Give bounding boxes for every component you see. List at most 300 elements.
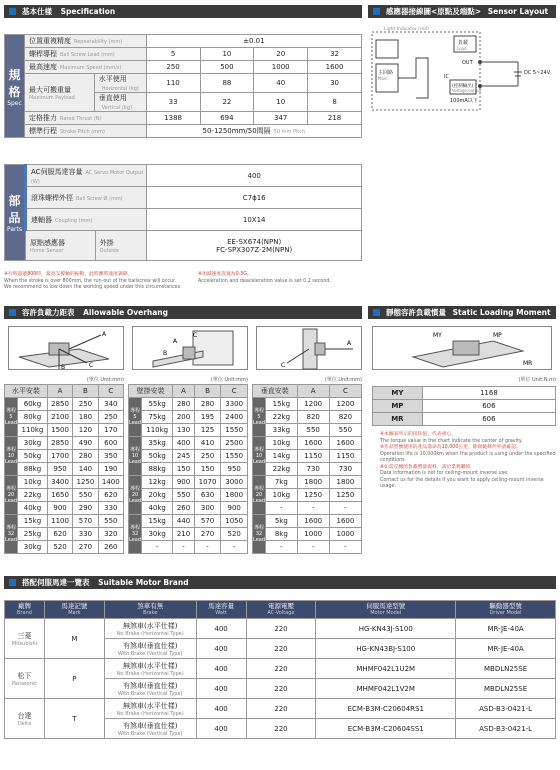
overhang-cell: 270 bbox=[73, 541, 98, 554]
overhang-cell: 1000 bbox=[329, 528, 361, 541]
overhang-row bbox=[5, 411, 124, 424]
vertical-unit: (單位 Unit:mm) bbox=[324, 377, 362, 383]
moment-value: 606 bbox=[422, 400, 555, 413]
motor-col-header bbox=[104, 601, 196, 619]
overhang-row bbox=[5, 515, 124, 528]
overhang-cell: 250 bbox=[98, 411, 123, 424]
watt-cell: 400 bbox=[196, 659, 246, 679]
sensor-value: EE-SX674(NPN) FC-SPX307Z-2M(NPN) bbox=[147, 231, 362, 261]
overhang-cell: 1070 bbox=[194, 476, 221, 489]
overhang-cell: 1800 bbox=[297, 476, 329, 489]
overhang-cell: 170 bbox=[98, 424, 123, 437]
brake-en: With Brake (Vertical Type) bbox=[117, 730, 183, 737]
svg-text:B: B bbox=[61, 364, 66, 371]
payload-cell: 25kg bbox=[18, 528, 48, 541]
motor-cell: MHMF042L1V2M bbox=[316, 679, 456, 699]
overhang-cell: 1600 bbox=[329, 437, 361, 450]
static-row bbox=[373, 413, 556, 426]
payload-cell: 88kg bbox=[18, 463, 48, 476]
lead-prefix: 導程 bbox=[130, 408, 141, 414]
brake-zh: 有煞車(垂直仕樣) bbox=[123, 641, 178, 650]
brake-zh: 無煞車(水平仕樣) bbox=[123, 661, 178, 670]
overhang-cell: 1600 bbox=[329, 515, 361, 528]
overhang-cell: 1200 bbox=[329, 398, 361, 411]
svg-text:C: C bbox=[281, 362, 286, 369]
overhang-cell: 1800 bbox=[329, 476, 361, 489]
overhang-row bbox=[253, 398, 362, 411]
lead-en: Lead bbox=[253, 420, 266, 426]
motor-col-header bbox=[196, 601, 246, 619]
overhang-cell: 1050 bbox=[221, 515, 248, 528]
payload-cell: 40kg bbox=[142, 502, 173, 515]
speed-value: 1600 bbox=[308, 61, 362, 74]
main-circuit-label-en: Main bbox=[378, 76, 388, 81]
overhang-row bbox=[129, 450, 248, 463]
svg-text:A: A bbox=[102, 331, 107, 338]
sensor-out-label: 外掛 Outside bbox=[95, 231, 147, 261]
payload-cell: 40kg bbox=[18, 502, 48, 515]
overhang-row bbox=[253, 528, 362, 541]
overhang-cell: - bbox=[194, 541, 221, 554]
mark-cell: P bbox=[44, 659, 104, 699]
overhang-row bbox=[129, 502, 248, 515]
horizontal-title: 水平安裝 bbox=[5, 385, 48, 398]
overhang-cell: 400 bbox=[173, 437, 194, 450]
overhang-cell: 950 bbox=[221, 463, 248, 476]
overhang-row bbox=[129, 437, 248, 450]
thrust-value: 694 bbox=[200, 112, 254, 125]
brake-zh: 有煞車(垂直仕樣) bbox=[123, 721, 178, 730]
overhang-row bbox=[5, 502, 124, 515]
overhang-cell: 520 bbox=[221, 528, 248, 541]
overhang-row bbox=[129, 398, 248, 411]
lead-prefix: 導程 bbox=[6, 447, 17, 453]
overhang-cell: 140 bbox=[73, 463, 98, 476]
lead-value: 10 bbox=[200, 48, 254, 61]
horizontal-mount-diagram bbox=[8, 326, 124, 370]
overhang-cell: 1000 bbox=[297, 528, 329, 541]
brand-name: 台達 bbox=[17, 711, 32, 720]
payload-cell: 15kg bbox=[18, 515, 48, 528]
payload-cell: 35kg bbox=[142, 437, 173, 450]
brand-name-en: Mitsubishi bbox=[11, 640, 38, 647]
overhang-cell: 195 bbox=[194, 411, 221, 424]
motor-cell: ECM-B3M-C20604SS1 bbox=[316, 719, 456, 739]
payload-h-value: 30 bbox=[308, 74, 362, 93]
watt-cell: 400 bbox=[196, 699, 246, 719]
lead-en: Lead bbox=[5, 498, 18, 504]
overhang-cell: 250 bbox=[194, 450, 221, 463]
lead-prefix: 導程 bbox=[6, 525, 17, 531]
coupling-label: 連軸器 Coupling (mm) bbox=[25, 209, 146, 231]
lead-group-label bbox=[253, 476, 266, 515]
lead-value: 10 bbox=[7, 453, 15, 459]
payload-cell: 110kg bbox=[142, 424, 173, 437]
static-row bbox=[373, 400, 556, 413]
payload-cell: 60kg bbox=[18, 398, 48, 411]
light-indicator-label: Light Indicator (red) bbox=[384, 27, 429, 32]
overhang-cell: 330 bbox=[73, 528, 98, 541]
payload-cell: 110kg bbox=[18, 424, 48, 437]
spec-notes-right: ※加減速度設置為0.3G。 Acceleration and deaceleration value is set 0.2 second. bbox=[198, 272, 331, 284]
overhang-cell: 330 bbox=[98, 502, 123, 515]
load-label: 負載 bbox=[458, 40, 469, 46]
overhang-cell: 550 bbox=[297, 424, 329, 437]
repeat-label: 位置重複精度 Repeatability (mm) bbox=[24, 35, 146, 48]
payload-h-value: 40 bbox=[254, 74, 308, 93]
screw-value: C7ϕ16 bbox=[147, 187, 362, 209]
watt-cell: 400 bbox=[196, 719, 246, 739]
overhang-row bbox=[5, 398, 124, 411]
header-zh: 驅動器型號 bbox=[489, 601, 522, 610]
motor-row bbox=[5, 699, 556, 719]
voltage-output-label: Voltage output bbox=[452, 88, 482, 93]
brand-name: 松下 bbox=[17, 671, 32, 680]
overhang-cell: 290 bbox=[73, 502, 98, 515]
header-zh: 廠牌 bbox=[17, 601, 31, 610]
overhang-cell: 1100 bbox=[47, 515, 72, 528]
overhang-cell: 1250 bbox=[73, 476, 98, 489]
lead-value: 32 bbox=[7, 531, 15, 537]
overhang-row bbox=[5, 476, 124, 489]
volt-cell: 220 bbox=[246, 659, 316, 679]
lead-group-label bbox=[5, 437, 18, 476]
lead-group-label bbox=[5, 476, 18, 515]
payload-cell: 30kg bbox=[18, 541, 48, 554]
mark-cell: M bbox=[44, 619, 104, 659]
thrust-value: 1388 bbox=[146, 112, 200, 125]
lead-en: Lead bbox=[5, 459, 18, 465]
motor-col-header bbox=[246, 601, 316, 619]
driver-cell: ASD-B3-0421-L bbox=[456, 719, 556, 739]
spec-section-header bbox=[4, 5, 362, 18]
payload-cell: 22kg bbox=[266, 411, 298, 424]
header-en: Brake bbox=[143, 609, 158, 616]
overhang-title-en: Allowable Overhang bbox=[83, 308, 169, 317]
overhang-cell: 490 bbox=[73, 437, 98, 450]
payload-cell: 20kg bbox=[142, 489, 173, 502]
overhang-cell: 2850 bbox=[47, 398, 72, 411]
brake-zh: 無煞車(水平仕樣) bbox=[123, 621, 178, 630]
static-unit: (單位 Unit:N.m) bbox=[518, 377, 556, 383]
overhang-cell: 820 bbox=[329, 411, 361, 424]
volt-cell: 220 bbox=[246, 619, 316, 639]
payload-cell: 50kg bbox=[142, 450, 173, 463]
overhang-cell: 2400 bbox=[221, 411, 248, 424]
overhang-cell: 320 bbox=[98, 528, 123, 541]
lead-value: 20 bbox=[255, 492, 263, 498]
lead-group-label bbox=[129, 437, 142, 476]
payload-cell: 55kg bbox=[142, 398, 173, 411]
overhang-cell: 280 bbox=[173, 398, 194, 411]
payload-v-value: 8 bbox=[308, 93, 362, 112]
overhang-cell: 620 bbox=[47, 528, 72, 541]
overhang-row bbox=[129, 411, 248, 424]
watt-cell: 400 bbox=[196, 679, 246, 699]
overhang-cell: 1800 bbox=[221, 489, 248, 502]
overhang-cell: 200 bbox=[173, 411, 194, 424]
mark-cell: T bbox=[44, 699, 104, 739]
payload-h-value: 88 bbox=[200, 74, 254, 93]
header-zh: 馬達記號 bbox=[61, 601, 88, 610]
driver-cell: ASD-B3-0421-L bbox=[456, 699, 556, 719]
payload-label: 最大可搬重量 Maximum Payload bbox=[24, 74, 94, 112]
payload-cell: 15kg bbox=[266, 398, 298, 411]
motor-section-header bbox=[4, 576, 556, 589]
volt-cell: 220 bbox=[246, 719, 316, 739]
brand-cell bbox=[5, 659, 45, 699]
overhang-title: 容許負載力距表 bbox=[22, 308, 75, 317]
motor-row bbox=[5, 659, 556, 679]
payload-cell: - bbox=[266, 541, 298, 554]
vertical-mount-diagram bbox=[256, 326, 362, 370]
driver-cell: MR-JE-40A bbox=[456, 619, 556, 639]
ic-label: IC bbox=[444, 74, 449, 80]
load-label-en: Load bbox=[457, 46, 467, 51]
brake-en: With Brake (Vertical Type) bbox=[117, 690, 183, 697]
overhang-cell: 1150 bbox=[329, 450, 361, 463]
parts-group-label: 部品 Parts bbox=[5, 165, 26, 261]
lead-value: 5 bbox=[257, 414, 261, 420]
repeat-value: ±0.01 bbox=[146, 35, 361, 48]
overhang-cell: 1650 bbox=[47, 489, 72, 502]
overhang-cell: 3400 bbox=[47, 476, 72, 489]
overhang-cell: - bbox=[173, 541, 194, 554]
motor-col-header bbox=[5, 601, 45, 619]
payload-h-label: 水平使用Horizontal (kg) bbox=[94, 74, 146, 93]
overhang-cell: 280 bbox=[194, 398, 221, 411]
header-en: Mark bbox=[68, 609, 81, 616]
overhang-cell: 630 bbox=[194, 489, 221, 502]
lead-group-label bbox=[253, 398, 266, 437]
volt-cell: 220 bbox=[246, 679, 316, 699]
lead-prefix: 導程 bbox=[254, 486, 265, 492]
wall-mount-diagram bbox=[132, 326, 248, 370]
payload-cell: 30kg bbox=[18, 437, 48, 450]
screw-label: 滾珠螺桿外徑 Ball Screw Ø (mm) bbox=[25, 187, 146, 209]
lead-prefix: 導程 bbox=[6, 408, 17, 414]
overhang-cell: 350 bbox=[98, 450, 123, 463]
svg-text:A: A bbox=[173, 338, 178, 345]
payload-v-value: 10 bbox=[254, 93, 308, 112]
spec-group-label: 規格 Spec bbox=[5, 35, 25, 138]
overhang-cell: 150 bbox=[173, 463, 194, 476]
lead-group-label bbox=[253, 437, 266, 476]
overhang-cell: 730 bbox=[297, 463, 329, 476]
lead-en: Lead bbox=[129, 459, 142, 465]
lead-en: Lead bbox=[253, 459, 266, 465]
svg-text:MY: MY bbox=[433, 332, 442, 339]
header-en: Watt bbox=[215, 609, 227, 616]
lead-value: 5 bbox=[9, 414, 13, 420]
out-label: OUT bbox=[462, 60, 473, 66]
sensor-title-en: Sensor Layout bbox=[487, 7, 549, 16]
lead-prefix: 導程 bbox=[130, 525, 141, 531]
vertical-title: 垂直安裝 bbox=[253, 385, 298, 398]
lead-value: 10 bbox=[255, 453, 263, 459]
payload-cell: 75kg bbox=[142, 411, 173, 424]
payload-cell: 30kg bbox=[142, 528, 173, 541]
motor-title: 搭配伺服馬達一覽表 bbox=[22, 578, 90, 587]
overhang-cell: 3000 bbox=[221, 476, 248, 489]
thrust-value: 347 bbox=[254, 112, 308, 125]
overhang-cell: 1150 bbox=[297, 450, 329, 463]
overhang-cell: 1600 bbox=[297, 437, 329, 450]
overhang-cell: 440 bbox=[173, 515, 194, 528]
overhang-cell: 270 bbox=[194, 528, 221, 541]
thrust-value: 218 bbox=[308, 112, 362, 125]
overhang-cell: 900 bbox=[47, 502, 72, 515]
static-section-header bbox=[368, 306, 556, 319]
overhang-row bbox=[129, 463, 248, 476]
overhang-row bbox=[5, 437, 124, 450]
payload-cell: 10kg bbox=[266, 489, 298, 502]
overhang-row bbox=[129, 489, 248, 502]
motor-row bbox=[5, 619, 556, 639]
thrust-label: 定格推力 Rated Thrust (N) bbox=[24, 112, 146, 125]
header-en: Driver Model bbox=[489, 609, 522, 616]
overhang-row bbox=[5, 450, 124, 463]
motor-cell: HG-KN43BJ-S100 bbox=[316, 639, 456, 659]
overhang-section-header bbox=[4, 306, 362, 319]
current-limit-label: 100mA以下 bbox=[450, 98, 478, 104]
payload-cell: 50kg bbox=[18, 450, 48, 463]
overhang-row bbox=[129, 476, 248, 489]
overhang-cell: 260 bbox=[173, 502, 194, 515]
overhang-cell: - bbox=[329, 502, 361, 515]
lead-value: 32 bbox=[308, 48, 362, 61]
lead-en: Lead bbox=[129, 498, 142, 504]
wall-title: 壁掛安裝 bbox=[129, 385, 173, 398]
overhang-row bbox=[253, 515, 362, 528]
brake-zh: 有煞車(垂直仕樣) bbox=[123, 681, 178, 690]
lead-group-label bbox=[129, 476, 142, 515]
static-title-en: Static Loading Moment bbox=[452, 308, 551, 317]
lead-en: Lead bbox=[5, 537, 18, 543]
lead-value: 20 bbox=[254, 48, 308, 61]
lead-en: Lead bbox=[253, 537, 266, 543]
servo-label: AC伺服馬達容量 AC Servo Motor Output (W) bbox=[25, 165, 146, 187]
lead-prefix: 導程 bbox=[254, 447, 265, 453]
payload-v-label: 垂直使用Vertical (kg) bbox=[94, 93, 146, 112]
overhang-cell: 570 bbox=[73, 515, 98, 528]
overhang-cell: 245 bbox=[173, 450, 194, 463]
overhang-cell: 2850 bbox=[47, 437, 72, 450]
svg-text:MR: MR bbox=[523, 360, 533, 367]
overhang-row bbox=[253, 411, 362, 424]
payload-cell: 88kg bbox=[142, 463, 173, 476]
sensor-title: 感應器接線圖<原點及端點> bbox=[386, 7, 482, 16]
overhang-cell: 550 bbox=[73, 489, 98, 502]
payload-cell: 8kg bbox=[266, 528, 298, 541]
overhang-cell: 300 bbox=[194, 502, 221, 515]
horizontal-unit: (單位 Unit:mm) bbox=[86, 377, 124, 383]
brake-cell bbox=[104, 679, 196, 699]
overhang-cell: 280 bbox=[73, 450, 98, 463]
lead-en: Lead bbox=[5, 420, 18, 426]
control-output-label: (控制輸出) bbox=[452, 84, 474, 89]
overhang-row bbox=[5, 541, 124, 554]
sensor-section-header bbox=[368, 5, 556, 18]
overhang-cell: 900 bbox=[221, 502, 248, 515]
spec-notes-left: ※行程超過800時，最高支撐軸的振動，此時應將速度調降。 When the stroke is over 800mm, the run-out of the ballscrew will occur. We recommend to low down the working speed under this circumstances. bbox=[4, 272, 182, 290]
payload-cell: 22kg bbox=[266, 463, 298, 476]
lead-prefix: 導程 bbox=[6, 486, 17, 492]
horizontal-overhang-table: 水平安裝 A B C 導程 5 Lead 60kg 2850 250 340 80kg 2100 180 250 110kg 1500 120 170 導程 10 Lead 30kg 2850 490 600 50kg 1700 280 350 88kg 950 140 190 導程 20 Lead 10kg 3400 1250 1400 22kg 1650 550 620 40kg 900 290 330 導程 32 Lead 15kg 1100 570 550 25kg 620 330 320 30kg 520 270 260 bbox=[4, 384, 124, 554]
overhang-cell: 900 bbox=[173, 476, 194, 489]
moment-label: MR bbox=[373, 413, 423, 426]
moment-value: 606 bbox=[422, 413, 555, 426]
lead-value: 32 bbox=[131, 531, 139, 537]
overhang-cell: 2100 bbox=[47, 411, 72, 424]
payload-v-value: 33 bbox=[146, 93, 200, 112]
payload-cell: 10kg bbox=[266, 437, 298, 450]
overhang-cell: 950 bbox=[47, 463, 72, 476]
brand-name-en: Panasonic bbox=[11, 680, 38, 687]
payload-cell: - bbox=[266, 502, 298, 515]
overhang-cell: 210 bbox=[173, 528, 194, 541]
motor-col-header bbox=[44, 601, 104, 619]
spec-table bbox=[4, 34, 362, 138]
header-en: Brand bbox=[17, 609, 32, 616]
svg-text:B: B bbox=[163, 350, 168, 357]
overhang-cell: - bbox=[221, 541, 248, 554]
payload-h-value: 110 bbox=[146, 74, 200, 93]
lead-prefix: 導程 bbox=[130, 447, 141, 453]
overhang-cell: 550 bbox=[98, 515, 123, 528]
overhang-row bbox=[253, 463, 362, 476]
wall-overhang-table: 壁掛安裝 A B C 導程 5 Lead 55kg 280 280 3300 75kg 200 195 2400 110kg 130 125 1550 導程 10 Lead 35kg 400 410 2500 50kg 245 250 1550 88kg 150 150 950 導程 20 Lead 12kg 900 1070 3000 20kg 550 630 1800 40kg 260 300 900 導程 32 Lead 15kg 440 570 1050 30kg 210 270 520 - - - - bbox=[128, 384, 248, 554]
lead-prefix: 導程 bbox=[130, 486, 141, 492]
payload-cell: 7kg bbox=[266, 476, 298, 489]
brake-en: With Brake (Vertical Type) bbox=[117, 650, 183, 657]
lead-value: 5 bbox=[146, 48, 200, 61]
motor-cell: MHMF042L1U2M bbox=[316, 659, 456, 679]
static-moment-table bbox=[372, 386, 556, 426]
payload-cell: 5kg bbox=[266, 515, 298, 528]
brand-name: 三菱 bbox=[17, 631, 32, 640]
payload-cell: 14kg bbox=[266, 450, 298, 463]
overhang-cell: 1550 bbox=[221, 424, 248, 437]
lead-en: Lead bbox=[129, 537, 142, 543]
lead-value: 20 bbox=[7, 492, 15, 498]
overhang-cell: 180 bbox=[73, 411, 98, 424]
lead-label: 螺桿導程 Ball Screw Lead (mm) bbox=[24, 48, 146, 61]
overhang-cell: 820 bbox=[297, 411, 329, 424]
motor-cell: ECM-B3M-C20604RS1 bbox=[316, 699, 456, 719]
overhang-cell: 2500 bbox=[221, 437, 248, 450]
brake-cell bbox=[104, 639, 196, 659]
driver-cell: MBDLN25SE bbox=[456, 659, 556, 679]
brand-name-en: Delta bbox=[17, 720, 32, 727]
motor-cell: HG-KN43J-S100 bbox=[316, 619, 456, 639]
header-en: Motor Model bbox=[370, 609, 402, 616]
spec-title: 基本仕樣 bbox=[22, 7, 52, 16]
overhang-cell: 620 bbox=[98, 489, 123, 502]
header-zh: 電源電壓 bbox=[267, 601, 294, 610]
brake-en: No Brake (Horizontal Type) bbox=[116, 670, 184, 677]
brake-cell bbox=[104, 619, 196, 639]
overhang-row bbox=[253, 541, 362, 554]
vertical-overhang-table: 垂直安裝 A C 導程 5 Lead 15kg 1200 1200 22kg 820 820 33kg 550 550 導程 10 Lead 10kg 1600 1600 14kg 1150 1150 22kg 730 730 導程 20 Lead 7kg 1800 1800 10kg 1250 1250 - - - 導程 32 Lead 5kg 1600 1600 8kg 1000 1000 - - - bbox=[252, 384, 362, 554]
payload-cell: 12kg bbox=[142, 476, 173, 489]
lead-group-label bbox=[129, 515, 142, 554]
payload-cell: 15kg bbox=[142, 515, 173, 528]
overhang-cell: 1250 bbox=[297, 489, 329, 502]
overhang-cell: 550 bbox=[173, 489, 194, 502]
overhang-cell: 120 bbox=[73, 424, 98, 437]
overhang-cell: 1550 bbox=[221, 450, 248, 463]
